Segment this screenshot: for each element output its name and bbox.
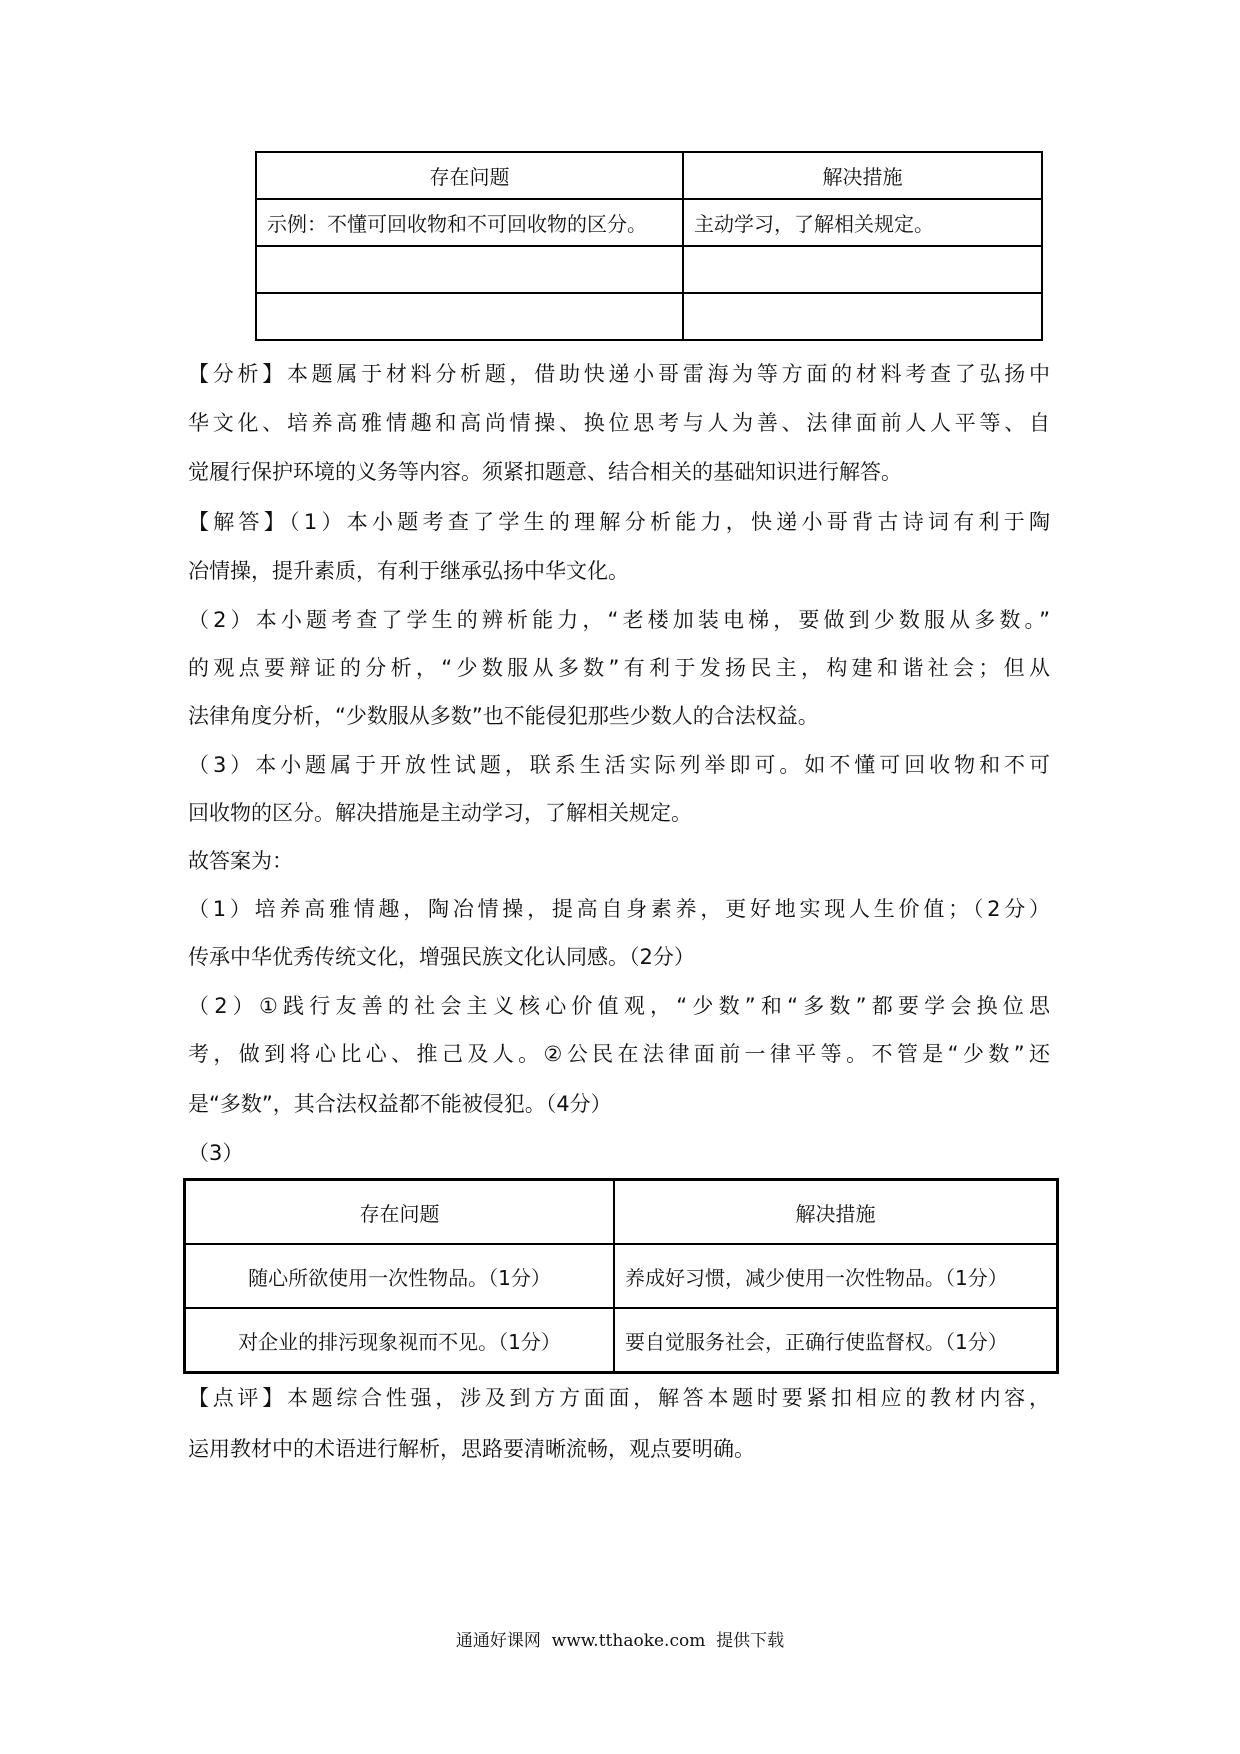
answer-line: 的观点要辩证的分析，“少数服从多数”有利于发扬民主，构建和谐社会；但从: [188, 656, 1050, 680]
table-header: 存在问题: [185, 1180, 615, 1245]
table-header: 解决措施: [614, 1180, 1058, 1245]
answer-line: 【解答】（1）本小题考查了学生的理解分析能力，快递小哥背古诗词有利于陶: [188, 510, 1050, 534]
table-cell-empty: [683, 293, 1042, 340]
answer-line: 考，做到将心比心、推己及人。②公民在法律面前一律平等。不管是“少数”还: [188, 1042, 1050, 1066]
table-cell: 主动学习，了解相关规定。: [683, 199, 1042, 246]
page-footer: 通通好课网 www.tthaoke.com 提供下载: [455, 1631, 785, 1651]
table-cell: 养成好习惯，减少使用一次性物品。（1分）: [614, 1244, 1058, 1308]
comment-line: 运用教材中的术语进行解析，思路要清晰流畅，观点要明确。: [188, 1437, 755, 1461]
answer-line: （3）: [188, 1141, 244, 1165]
answer-line: （1）培养高雅情趣，陶冶情操，提高自身素养，更好地实现人生价值；（2分）: [188, 897, 1050, 921]
table-cell: 随心所欲使用一次性物品。（1分）: [185, 1244, 615, 1308]
table-cell-empty: [256, 246, 683, 293]
table-header: 解决措施: [683, 152, 1042, 199]
analysis-line: 【分析】本题属于材料分析题，借助快递小哥雷海为等方面的材料考查了弘扬中: [188, 362, 1050, 386]
table-cell-empty: [256, 293, 683, 340]
analysis-line: 觉履行保护环境的义务等内容。须紧扣题意、结合相关的基础知识进行解答。: [188, 460, 902, 484]
answer-line: 故答案为：: [188, 849, 293, 873]
answer-line: （3）本小题属于开放性试题，联系生活实际列举即可。如不懂可回收物和不可: [188, 753, 1050, 777]
table-cell: 示例：不懂可回收物和不可回收物的区分。: [256, 199, 683, 246]
answer-line: 回收物的区分。解决措施是主动学习，了解相关规定。: [188, 801, 692, 825]
answer-line: （2）本小题考查了学生的辨析能力，“老楼加装电梯，要做到少数服从多数。”: [188, 608, 1050, 632]
answer-line: 是“多数”，其合法权益都不能被侵犯。（4分）: [188, 1092, 612, 1116]
answer-line: 法律角度分析，“少数服从多数”也不能侵犯那些少数人的合法权益。: [188, 704, 819, 728]
example-table: [255, 151, 1043, 341]
comment-line: 【点评】本题综合性强，涉及到方方面面，解答本题时要紧扣相应的教材内容，: [188, 1386, 1050, 1410]
answer-table: [183, 1178, 1059, 1374]
table-cell: 对企业的排污现象视而不见。（1分）: [185, 1308, 615, 1373]
table-cell: 要自觉服务社会，正确行使监督权。（1分）: [614, 1308, 1058, 1373]
table-header: 存在问题: [256, 152, 683, 199]
answer-line: （2）①践行友善的社会主义核心价值观，“少数”和“多数”都要学会换位思: [188, 994, 1050, 1018]
answer-line: 冶情操，提升素质，有利于继承弘扬中华文化。: [188, 559, 629, 583]
table-cell-empty: [683, 246, 1042, 293]
answer-line: 传承中华优秀传统文化，增强民族文化认同感。（2分）: [188, 945, 695, 969]
analysis-line: 华文化、培养高雅情趣和高尚情操、换位思考与人为善、法律面前人人平等、自: [188, 411, 1050, 435]
